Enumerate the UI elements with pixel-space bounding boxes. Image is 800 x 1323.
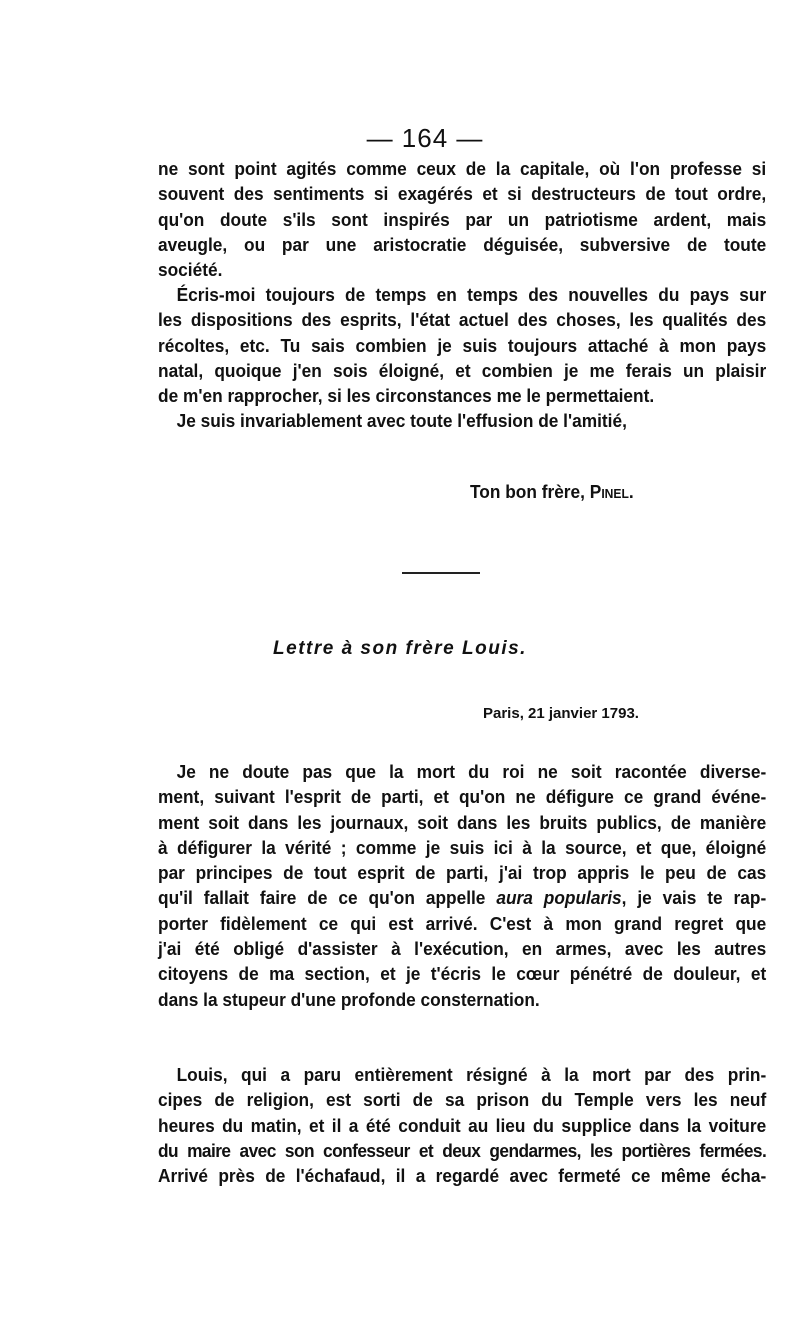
- paragraph-king-death: [158, 759, 766, 1012]
- paragraph-continuation: [158, 156, 766, 282]
- text-line: souvent des sentiments si exagérés et si destructeurs de tout ordre,: [158, 183, 767, 205]
- text-line: Je ne doute pas que la mort du roi ne soit racontée diverse-: [176, 761, 767, 782]
- text-line: récoltes, etc. Tu sais combien je suis toujours attaché à mon pays: [158, 334, 767, 356]
- paragraph-execution: [158, 1062, 766, 1188]
- paragraph-news-request: [158, 282, 766, 434]
- text-line: aveugle, ou par une aristocratie déguisée, subversive de toute: [158, 233, 767, 255]
- text-line: dans la stupeur d'une profonde consternation.: [158, 988, 540, 1010]
- text-line: de m'en rapprocher, si les circonstances me le permettaient.: [158, 385, 655, 407]
- text-line: ne sont point agités comme ceux de la capitale, où l'on professe si: [158, 158, 767, 179]
- text-segment: qu'il fallait faire de ce qu'on appelle: [158, 887, 486, 909]
- text-line: à défigurer la vérité ; comme je suis ici à la source, et que, éloigné: [158, 836, 767, 858]
- text-line: ment, suivant l'esprit de parti, et qu'on ne défigure ce grand événe-: [158, 786, 767, 808]
- text-line: Louis, qui a paru entièrement résigné à la mort par des prin-: [176, 1064, 767, 1085]
- latin-phrase: aura popularis: [496, 887, 622, 909]
- letter-dateline: Paris, 21 janvier 1793.: [483, 705, 639, 722]
- text-line: cipes de religion, est sorti de sa prison du Temple vers les neuf: [158, 1089, 767, 1111]
- text-line: j'ai été obligé d'assister à l'exécution, en armes, avec les autres: [158, 938, 767, 960]
- section-divider: [402, 572, 480, 574]
- text-line: Je suis invariablement avec toute l'effusion de l'amitié,: [176, 410, 627, 432]
- text-line-mixed: [158, 885, 766, 910]
- text-line: par principes de tout esprit de parti, j'ai trop appris le peu de cas: [158, 862, 767, 884]
- text-line: les dispositions des esprits, l'état actuel des choses, les qualités des: [158, 309, 767, 331]
- text-line: citoyens de ma section, et je t'écris le cœur pénétré de douleur, et: [158, 963, 767, 985]
- text-line: heures du matin, et il a été conduit au lieu du supplice dans la voiture: [158, 1114, 767, 1136]
- text-line: Arrivé près de l'échafaud, il a regardé avec fermeté ce même écha-: [158, 1165, 767, 1187]
- page-number: — 164 —: [366, 123, 484, 153]
- text-line: natal, quoique j'en sois éloigné, et combien je me ferais un plaisir: [158, 359, 767, 381]
- text-line: qu'on doute s'ils sont inspirés par un patriotisme ardent, mais: [158, 208, 767, 230]
- letter-title: Lettre à son frère Louis.: [273, 638, 527, 659]
- signature: [470, 481, 634, 503]
- signature-name: Pinel.: [589, 481, 634, 502]
- text-line: ment soit dans les journaux, soit dans les bruits publics, de manière: [158, 811, 767, 833]
- signature-prefix: Ton bon frère,: [470, 481, 585, 502]
- text-line: porter fidèlement ce qui est arrivé. C'est à mon grand regret que: [158, 912, 767, 934]
- text-line: du maire avec son confesseur et deux gendarmes, les portières fermées.: [158, 1139, 767, 1161]
- text-line: Écris-moi toujours de temps en temps des nouvelles du pays sur: [176, 284, 767, 305]
- text-segment: , je vais te rap-: [621, 887, 767, 909]
- text-line: société.: [158, 259, 223, 281]
